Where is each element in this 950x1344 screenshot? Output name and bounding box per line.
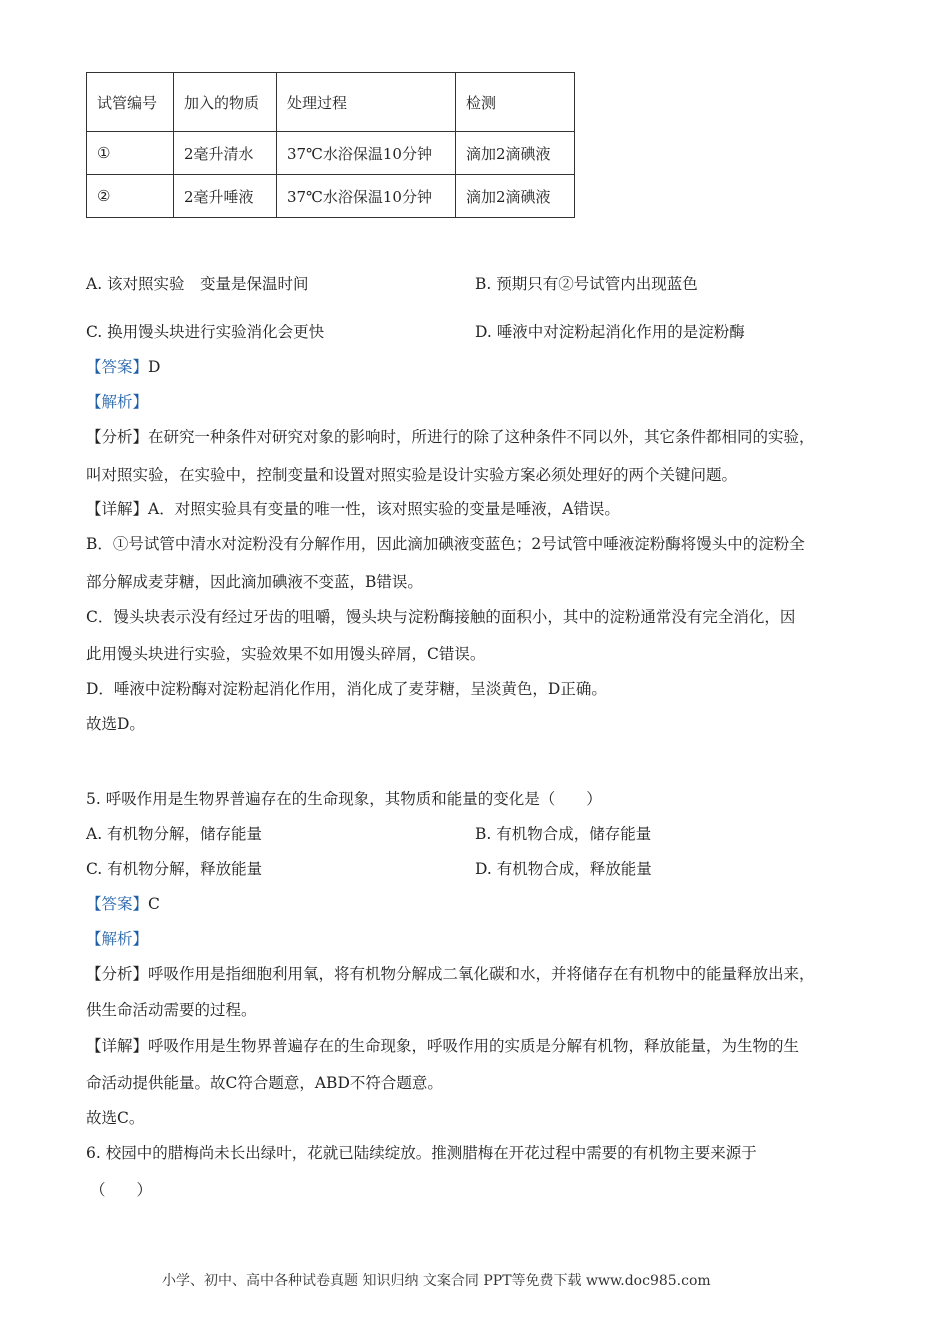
q4-option-c: C. 换用馒头块进行实验消化会更快 <box>86 323 325 341</box>
table-header: 处理过程 <box>277 73 456 132</box>
xiangjie-text: 呼吸作用是生物界普遍存在的生命现象，呼吸作用的实质是分解有机物，释放能量，为生物的生 <box>148 1037 800 1055</box>
table-cell: 滴加2滴碘液 <box>456 132 575 175</box>
q4-xiangjie <box>86 497 620 519</box>
table-header: 加入的物质 <box>174 73 277 132</box>
analysis-tag: 【解析】 <box>86 930 149 948</box>
q4-explain-d: D．唾液中淀粉酶对淀粉起消化作用，消化成了麦芽糖，呈淡黄色，D正确。 <box>86 680 607 698</box>
q4-explain-b: B．①号试管中清水对淀粉没有分解作用，因此滴加碘液变蓝色；2号试管中唾液淀粉酶将馒头中的淀粉全 <box>86 535 805 553</box>
q4-option-a: A. 该对照实验 变量是保温时间 <box>86 275 309 293</box>
q4-answer <box>86 355 160 377</box>
q5-stem: 5. 呼吸作用是生物界普遍存在的生命现象，其物质和能量的变化是（ ） <box>86 790 602 808</box>
answer-tag: 【答案】 <box>86 358 149 376</box>
answer-value: D <box>148 358 161 376</box>
q5-conclusion: 故选C。 <box>86 1109 145 1127</box>
q4-fenxi-cont: 叫对照实验，在实验中，控制变量和设置对照实验是设计实验方案必须处理好的两个关键问题。 <box>86 466 738 484</box>
q5-fenxi-cont: 供生命活动需要的过程。 <box>86 1001 257 1019</box>
q5-xiangjie <box>86 1034 799 1056</box>
q4-conclusion: 故选D。 <box>86 715 145 733</box>
q4-explain-b-cont: 部分解成麦芽糖，因此滴加碘液不变蓝，B错误。 <box>86 573 423 591</box>
q5-fenxi <box>86 962 815 984</box>
table-cell: 37℃水浴保温10分钟 <box>277 175 456 218</box>
experiment-table <box>86 72 575 218</box>
q5-option-a: A. 有机物分解，储存能量 <box>86 825 263 843</box>
q4-option-b: B. 预期只有②号试管内出现蓝色 <box>475 275 698 293</box>
q5-option-d: D. 有机物合成，释放能量 <box>475 860 652 878</box>
table-row <box>87 175 575 218</box>
analysis-tag: 【解析】 <box>86 393 149 411</box>
fenxi-tag: 【分析】 <box>86 965 149 983</box>
table-cell: ① <box>87 132 174 175</box>
page-footer: 小学、初中、高中各种试卷真题 知识归纳 文案合同 PPT等免费下载 www.doc985.com <box>162 1273 711 1289</box>
table-cell: 2毫升清水 <box>174 132 277 175</box>
table-cell: 37℃水浴保温10分钟 <box>277 132 456 175</box>
fenxi-tag: 【分析】 <box>86 428 149 446</box>
table-row <box>87 132 575 175</box>
answer-tag: 【答案】 <box>86 895 149 913</box>
q6-stem-cont: （ ） <box>90 1181 153 1199</box>
q4-fenxi <box>86 425 815 447</box>
q5-option-c: C. 有机物分解，释放能量 <box>86 860 263 878</box>
q6-stem: 6. 校园中的腊梅尚未长出绿叶，花就已陆续绽放。推测腊梅在开花过程中需要的有机物主要来源于 <box>86 1144 757 1162</box>
q4-option-d: D. 唾液中对淀粉起消化作用的是淀粉酶 <box>475 323 745 341</box>
table-cell: 滴加2滴碘液 <box>456 175 575 218</box>
table-header: 检测 <box>456 73 575 132</box>
answer-value: C <box>148 895 160 913</box>
xiangjie-text: A．对照实验具有变量的唯一性，该对照实验的变量是唾液，A错误。 <box>148 500 620 518</box>
q5-xiangjie-cont: 命活动提供能量。故C符合题意，ABD不符合题意。 <box>86 1074 443 1092</box>
fenxi-text: 在研究一种条件对研究对象的影响时，所进行的除了这种条件不同以外，其它条件都相同的实验， <box>148 428 815 446</box>
q4-explain-c: C．馒头块表示没有经过牙齿的咀嚼，馒头块与淀粉酶接触的面积小，其中的淀粉通常没有完全消化，因 <box>86 608 796 626</box>
table-cell: ② <box>87 175 174 218</box>
q5-answer <box>86 892 160 914</box>
q4-explain-c-cont: 此用馒头块进行实验，实验效果不如用馒头碎屑，C错误。 <box>86 645 486 663</box>
table-header: 试管编号 <box>87 73 174 132</box>
table-cell: 2毫升唾液 <box>174 175 277 218</box>
xiangjie-tag: 【详解】 <box>86 500 149 518</box>
fenxi-text: 呼吸作用是指细胞利用氧，将有机物分解成二氧化碳和水，并将储存在有机物中的能量释放出来， <box>148 965 815 983</box>
q5-option-b: B. 有机物合成，储存能量 <box>475 825 652 843</box>
xiangjie-tag: 【详解】 <box>86 1037 149 1055</box>
